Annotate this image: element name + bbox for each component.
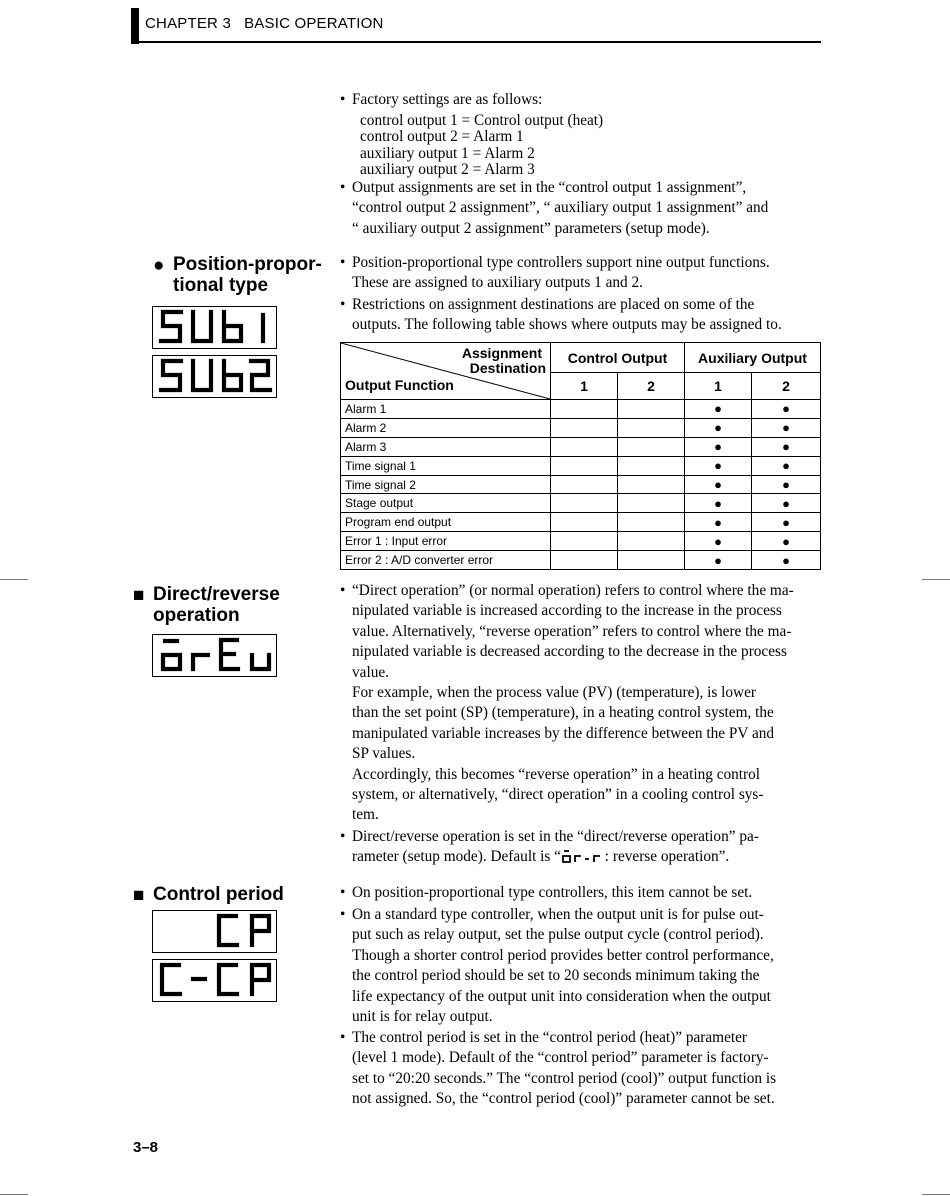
paragraph-line: nipulated variable is decreased according to the decrease in the process bbox=[352, 643, 787, 661]
paragraph-line: For example, when the process value (PV) (temperature), is lower bbox=[352, 684, 756, 702]
factory-line: auxiliary output 1 = Alarm 2 bbox=[360, 144, 535, 162]
row-label: Alarm 3 bbox=[341, 437, 551, 456]
default-text: rameter (setup mode). Default is “ bbox=[352, 848, 561, 866]
paragraph-line: the control period should be set to 20 seconds minimum taking the bbox=[352, 967, 760, 985]
paragraph-line: tem. bbox=[352, 806, 379, 824]
empty-cell bbox=[551, 551, 618, 570]
factory-line: control output 1 = Control output (heat) bbox=[360, 112, 604, 129]
seven-segment-orev-icon bbox=[153, 635, 275, 675]
empty-cell bbox=[618, 400, 685, 419]
direct-reverse-bullet-2 bbox=[340, 827, 832, 868]
paragraph-line: not assigned. So, the “control period (cool)” parameter cannot be set. bbox=[352, 1090, 775, 1108]
factory-line: auxiliary output 2 = Alarm 3 bbox=[360, 160, 535, 178]
paragraph-line: On a standard type controller, when the output unit is for pulse out- bbox=[352, 906, 764, 923]
header-sub-2: 2 bbox=[618, 373, 685, 400]
assignable-dot-cell: ● bbox=[685, 400, 752, 419]
row-label: Time signal 1 bbox=[341, 456, 551, 475]
output-assignment-table bbox=[340, 342, 821, 570]
bullet-glyph: • bbox=[340, 884, 346, 901]
paragraph-line: Position-proportional type controllers support nine output functions. bbox=[352, 254, 770, 271]
paragraph-line: value. Alternatively, “reverse operation” refers to control where the ma- bbox=[352, 622, 792, 640]
empty-cell bbox=[618, 494, 685, 513]
empty-cell bbox=[551, 475, 618, 494]
row-label: Time signal 2 bbox=[341, 475, 551, 494]
assignable-dot-cell: ● bbox=[685, 532, 752, 551]
seven-segment-c-cp-icon bbox=[153, 960, 275, 1000]
empty-cell bbox=[618, 418, 685, 437]
assignable-dot-cell: ● bbox=[752, 400, 821, 419]
display-cp bbox=[152, 910, 277, 953]
heading-line: tional type bbox=[173, 275, 269, 296]
assignable-dot-cell: ● bbox=[685, 494, 752, 513]
paragraph-line: Direct/reverse operation is set in the “direct/reverse operation” pa- bbox=[352, 828, 759, 845]
table-row bbox=[341, 494, 821, 513]
empty-cell bbox=[618, 456, 685, 475]
factory-settings-list bbox=[360, 113, 603, 178]
bullet-glyph: • bbox=[340, 296, 346, 313]
seven-segment-sub1-icon bbox=[153, 307, 275, 347]
output-assign-bullet bbox=[340, 178, 832, 239]
page-number: 3–8 bbox=[133, 1139, 159, 1156]
paragraph-line: unit is for relay output. bbox=[352, 1008, 493, 1026]
paragraph-line: “Direct operation” (or normal operation) refers to control where the ma- bbox=[352, 582, 794, 599]
default-text-suffix: : reverse operation”. bbox=[600, 848, 730, 866]
table-row bbox=[341, 437, 821, 456]
heading-line: Control period bbox=[153, 884, 284, 905]
display-sub2 bbox=[152, 355, 277, 398]
corner-label-assignment: Assignment bbox=[461, 345, 542, 361]
bullet-glyph: • bbox=[340, 179, 346, 196]
empty-cell bbox=[618, 475, 685, 494]
paragraph-line: value. bbox=[352, 663, 389, 681]
table-row bbox=[341, 513, 821, 532]
paragraph-line: Output assignments are set in the “control output 1 assignment”, bbox=[352, 179, 747, 196]
assignable-dot-cell: ● bbox=[752, 456, 821, 475]
assignable-dot-cell: ● bbox=[685, 456, 752, 475]
bullet-glyph: • bbox=[340, 582, 346, 599]
paragraph-line: On position-proportional type controllers, this item cannot be set. bbox=[352, 884, 753, 901]
control-period-bullet-1 bbox=[340, 883, 832, 903]
pos-prop-bullet-2 bbox=[340, 295, 832, 336]
pos-prop-bullet-1 bbox=[340, 253, 832, 294]
seven-segment-sub2-icon bbox=[153, 356, 275, 396]
table-corner-header bbox=[341, 343, 551, 400]
row-label: Program end output bbox=[341, 513, 551, 532]
row-label: Error 2 : A/D converter error bbox=[341, 551, 551, 570]
empty-cell bbox=[551, 400, 618, 419]
heading-line: operation bbox=[153, 605, 240, 626]
seven-segment-orr-icon bbox=[561, 849, 601, 863]
empty-cell bbox=[618, 532, 685, 551]
bullet-glyph: • bbox=[340, 906, 346, 923]
header-sub-1: 1 bbox=[551, 373, 618, 400]
table-row bbox=[341, 400, 821, 419]
header-sub-2: 2 bbox=[752, 373, 821, 400]
empty-cell bbox=[551, 456, 618, 475]
header-sub-1: 1 bbox=[685, 373, 752, 400]
corner-label-destination: Destination bbox=[469, 360, 546, 376]
section-heading-position-proportional bbox=[153, 254, 322, 296]
paragraph-line: system, or alternatively, “direct operation” in a cooling control sys- bbox=[352, 786, 764, 804]
display-sub1 bbox=[152, 306, 277, 349]
paragraph-line: manipulated variable increases by the difference between the PV and bbox=[352, 724, 775, 742]
empty-cell bbox=[618, 551, 685, 570]
assignable-dot-cell: ● bbox=[752, 551, 821, 570]
header-bar bbox=[131, 8, 139, 44]
paragraph-line: “control output 2 assignment”, “ auxiliary output 1 assignment” and bbox=[352, 199, 769, 217]
chapter-title: CHAPTER 3 BASIC OPERATION bbox=[145, 15, 384, 32]
crop-mark bbox=[922, 1194, 950, 1195]
assignable-dot-cell: ● bbox=[752, 437, 821, 456]
header-control-output: Control Output bbox=[551, 343, 685, 373]
paragraph-line: set to “20:20 seconds.” The “control period (cool)” output function is bbox=[352, 1069, 777, 1087]
bullet-glyph: • bbox=[340, 91, 346, 108]
header-auxiliary-output: Auxiliary Output bbox=[685, 343, 821, 373]
crop-mark bbox=[922, 579, 950, 580]
bullet-glyph: • bbox=[340, 828, 346, 845]
control-period-bullet-3 bbox=[340, 1028, 832, 1110]
paragraph-line: put such as relay output, set the pulse output cycle (control period). bbox=[352, 926, 764, 944]
section-heading-control-period bbox=[133, 884, 284, 906]
assignable-dot-cell: ● bbox=[752, 513, 821, 532]
corner-label-output-function: Output Function bbox=[345, 377, 454, 393]
row-label: Stage output bbox=[341, 494, 551, 513]
paragraph-line: outputs. The following table shows where outputs may be assigned to. bbox=[352, 316, 782, 334]
empty-cell bbox=[618, 513, 685, 532]
row-label: Error 1 : Input error bbox=[341, 532, 551, 551]
paragraph-line: (level 1 mode). Default of the “control period” parameter is factory- bbox=[352, 1049, 769, 1067]
factory-line: control output 2 = Alarm 1 bbox=[360, 128, 524, 146]
empty-cell bbox=[551, 437, 618, 456]
assignable-dot-cell: ● bbox=[685, 437, 752, 456]
crop-mark bbox=[0, 579, 28, 580]
paragraph-line: nipulated variable is increased according to the increase in the process bbox=[352, 602, 782, 620]
table-row bbox=[341, 456, 821, 475]
assignable-dot-cell: ● bbox=[685, 475, 752, 494]
assignable-dot-cell: ● bbox=[685, 551, 752, 570]
table-row bbox=[341, 475, 821, 494]
paragraph-line bbox=[352, 847, 832, 867]
empty-cell bbox=[551, 532, 618, 551]
square-marker-icon: ■ bbox=[133, 885, 145, 906]
seven-segment-cp-icon bbox=[153, 911, 275, 951]
row-label: Alarm 2 bbox=[341, 418, 551, 437]
row-label: Alarm 1 bbox=[341, 400, 551, 419]
paragraph-line: The control period is set in the “control period (heat)” parameter bbox=[352, 1029, 748, 1046]
factory-settings-bullet bbox=[340, 90, 832, 110]
paragraph-line: SP values. bbox=[352, 745, 416, 763]
bullet-glyph: • bbox=[340, 254, 346, 271]
table-row bbox=[341, 418, 821, 437]
display-orev bbox=[152, 634, 277, 677]
header-rule bbox=[139, 41, 821, 43]
assignable-dot-cell: ● bbox=[685, 418, 752, 437]
empty-cell bbox=[618, 437, 685, 456]
square-marker-icon: ■ bbox=[133, 585, 145, 606]
section-heading-direct-reverse bbox=[133, 584, 280, 626]
empty-cell bbox=[551, 494, 618, 513]
paragraph-line: Restrictions on assignment destinations are placed on some of the bbox=[352, 296, 755, 313]
assignable-dot-cell: ● bbox=[752, 532, 821, 551]
heading-line: Direct/reverse bbox=[153, 584, 280, 605]
display-c-cp bbox=[152, 959, 277, 1002]
control-period-bullet-2 bbox=[340, 905, 832, 1027]
paragraph-line: Accordingly, this becomes “reverse operation” in a heating control bbox=[352, 765, 761, 783]
heading-line: Position-propor- bbox=[173, 254, 322, 275]
empty-cell bbox=[551, 513, 618, 532]
bullet-glyph: • bbox=[340, 1029, 346, 1046]
circle-marker-icon: ● bbox=[153, 255, 165, 276]
paragraph-line: “ auxiliary output 2 assignment” parameters (setup mode). bbox=[352, 219, 710, 237]
assignable-dot-cell: ● bbox=[685, 513, 752, 532]
paragraph-line: than the set point (SP) (temperature), in a heating control system, the bbox=[352, 704, 774, 722]
direct-reverse-bullet-1 bbox=[340, 581, 832, 826]
assignable-dot-cell: ● bbox=[752, 418, 821, 437]
assignable-dot-cell: ● bbox=[752, 494, 821, 513]
assignable-dot-cell: ● bbox=[752, 475, 821, 494]
crop-mark bbox=[0, 1194, 28, 1195]
table-row bbox=[341, 551, 821, 570]
paragraph-line: These are assigned to auxiliary outputs 1 and 2. bbox=[352, 274, 643, 292]
paragraph-line: life expectancy of the output unit into consideration when the output bbox=[352, 987, 771, 1005]
factory-settings-text: Factory settings are as follows: bbox=[352, 91, 543, 108]
paragraph-line: Though a shorter control period provides better control performance, bbox=[352, 946, 774, 964]
empty-cell bbox=[551, 418, 618, 437]
table-row bbox=[341, 532, 821, 551]
